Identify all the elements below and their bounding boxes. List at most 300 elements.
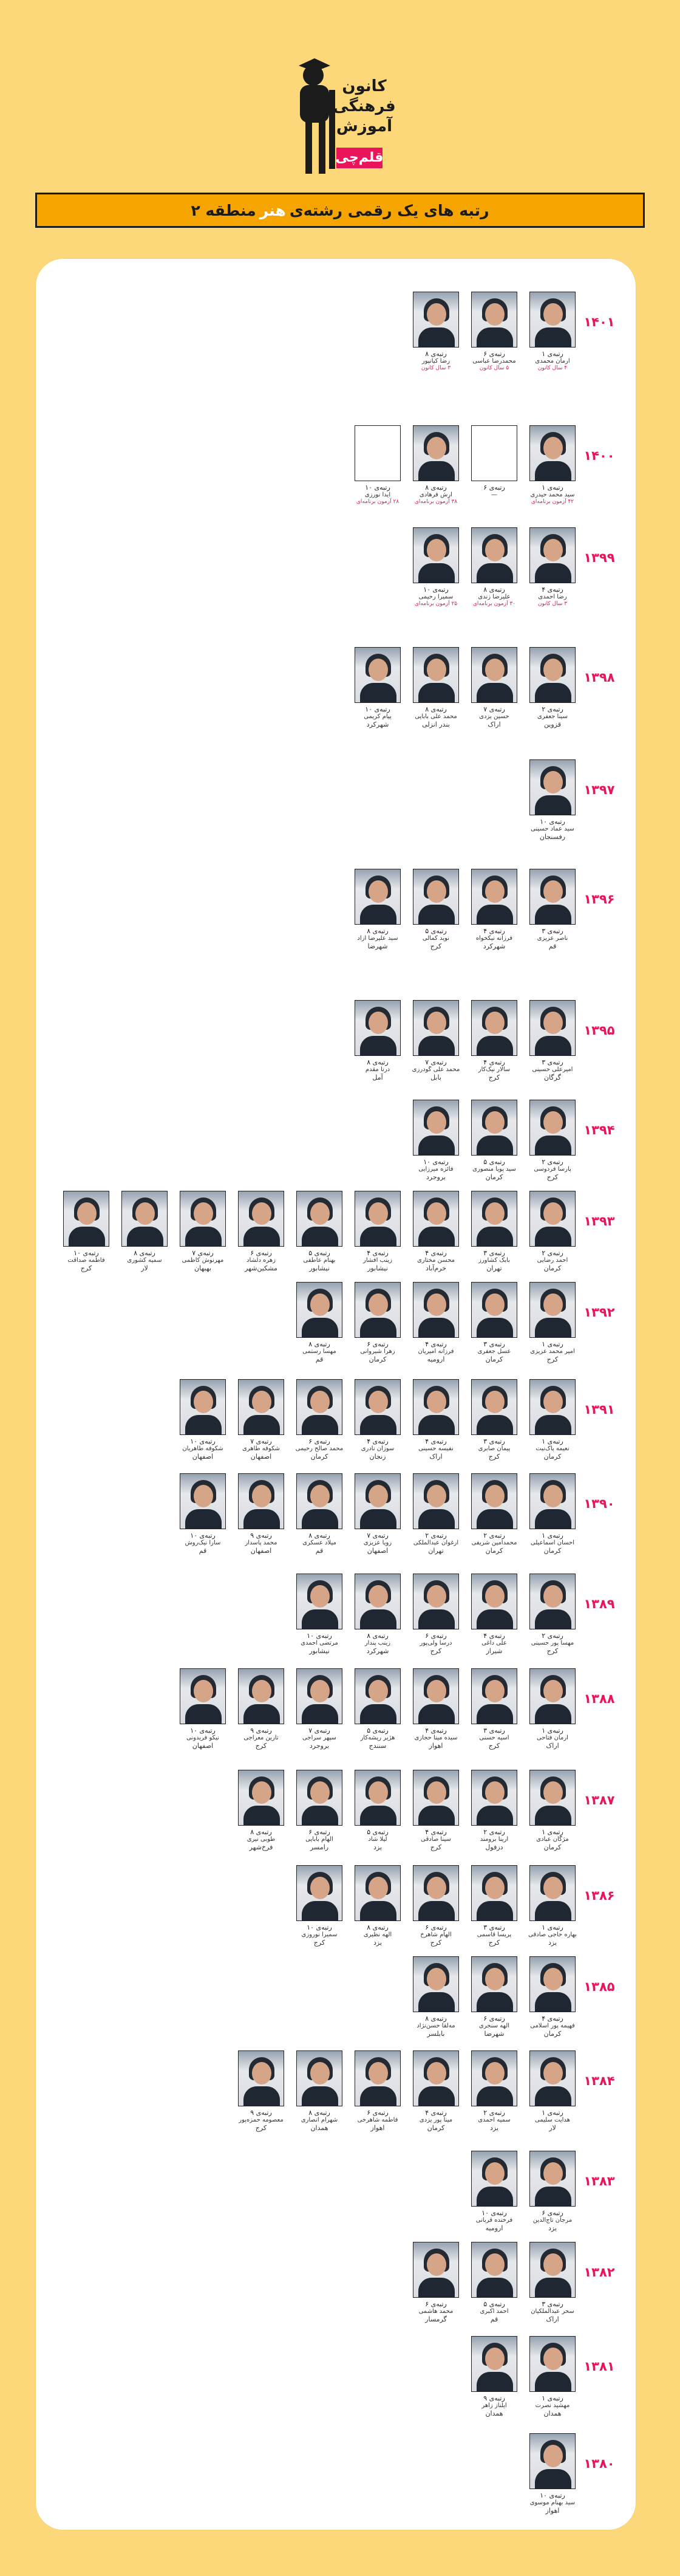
person-city: ارومیه	[485, 2224, 503, 2232]
person-rank: رتبه‌ی ۹	[483, 2394, 505, 2402]
person-city: شهرکرد	[366, 1647, 389, 1655]
portrait-head	[543, 1012, 563, 1034]
person-photo	[413, 1865, 459, 1921]
person-name: سینا جعفری	[537, 713, 568, 720]
portrait-body	[418, 2278, 455, 2298]
person-rank: رتبه‌ی ۸	[367, 1632, 389, 1640]
portrait-body	[127, 1227, 163, 1247]
person-card	[467, 1770, 521, 1852]
portrait-body	[360, 1415, 396, 1435]
portrait-body	[418, 1415, 455, 1435]
year-label: ۱۴۰۰	[583, 448, 615, 463]
portrait-body	[418, 1509, 455, 1529]
person-rank: رتبه‌ی ۱۰	[481, 2209, 507, 2217]
person-name: —	[491, 492, 497, 498]
person-rank: رتبه‌ی ۸	[483, 586, 505, 594]
portrait-body	[477, 683, 513, 703]
person-city: یزد	[373, 1939, 382, 1947]
person-card	[409, 292, 463, 374]
year-label: ۱۳۹۴	[583, 1123, 615, 1137]
person-rank: رتبه‌ی ۶	[425, 2300, 447, 2308]
portrait-head	[427, 303, 446, 326]
portrait-body	[535, 461, 571, 481]
portrait-body	[69, 1227, 105, 1247]
person-detail: ۳۸ آزمون برنامه‌ای	[414, 499, 458, 505]
person-rank: رتبه‌ی ۱۰	[190, 1532, 216, 1540]
portrait-head	[485, 539, 505, 561]
person-name: احمد اکبری	[480, 2308, 509, 2315]
year-label: ۱۴۰۱	[583, 315, 615, 329]
portrait-head	[252, 2062, 271, 2084]
person-photo	[355, 1282, 401, 1338]
portrait-body	[535, 1227, 571, 1247]
person-rank: رتبه‌ی ۱	[542, 1340, 563, 1348]
person-rank: رتبه‌ی ۶	[308, 1437, 330, 1445]
person-detail: ۲۵ آزمون برنامه‌ای	[414, 601, 458, 607]
person-photo	[180, 1379, 226, 1435]
person-name: طوبی نیری	[246, 1836, 276, 1843]
portrait-body	[535, 2372, 571, 2392]
portrait-body	[243, 1704, 280, 1724]
person-rank: رتبه‌ی ۴	[542, 2015, 563, 2023]
portrait-head	[369, 659, 388, 681]
person-photo	[238, 1668, 284, 1724]
person-city: شیراز	[486, 1647, 503, 1655]
person-card	[351, 1379, 404, 1461]
portrait-head	[543, 880, 563, 903]
portrait-body	[418, 905, 455, 925]
portrait-head	[310, 1680, 330, 1702]
person-photo	[471, 647, 517, 703]
person-photo	[529, 1100, 576, 1156]
person-rank: رتبه‌ی ۱۰	[307, 1923, 332, 1931]
person-photo	[355, 2050, 401, 2106]
person-city: بابلسر	[427, 2030, 445, 2038]
person-rank: رتبه‌ی ۵	[367, 1727, 389, 1735]
person-name: شکوفه طاهری	[242, 1445, 280, 1452]
portrait-body	[360, 1227, 396, 1247]
person-name: مهسا پور حسینی	[531, 1640, 574, 1646]
person-city: کرمان	[543, 1453, 562, 1461]
person-name: رضا کیانپور	[421, 358, 450, 365]
person-name: فائزه میرزایی	[418, 1166, 454, 1173]
person-card	[467, 1282, 521, 1364]
person-photo	[471, 1100, 517, 1156]
year-label: ۱۳۸۶	[583, 1888, 615, 1903]
person-name: آرش فرهادی	[420, 492, 452, 498]
portrait-body	[418, 1992, 455, 2012]
person-name: سیده مینا حجازی	[414, 1735, 458, 1741]
person-card	[234, 1191, 288, 1273]
person-city: اراک	[429, 1453, 443, 1461]
person-card	[467, 1000, 521, 1082]
person-rank: رتبه‌ی ۴	[425, 1340, 447, 1348]
person-card	[526, 869, 579, 951]
portrait-head	[369, 1680, 388, 1702]
person-rank: رتبه‌ی ۸	[134, 1249, 155, 1257]
portrait-body	[418, 683, 455, 703]
person-rank: رتبه‌ی ۱۰	[190, 1437, 216, 1445]
portrait-body	[535, 2187, 571, 2207]
year-label: ۱۳۹۸	[583, 670, 615, 685]
person-city: رامسر	[310, 1843, 329, 1851]
person-rank: رتبه‌ی ۴	[542, 586, 563, 594]
person-photo	[471, 527, 517, 583]
person-name: محمدرضا عباسی	[472, 358, 516, 365]
portrait-body	[535, 1318, 571, 1338]
portrait-head	[543, 1391, 563, 1413]
portrait-head	[310, 1293, 330, 1316]
portrait-body	[243, 1415, 280, 1435]
person-photo	[471, 1956, 517, 2012]
year-label: ۱۳۸۵	[583, 1979, 615, 1994]
person-name: رضا احمدی	[538, 594, 567, 600]
portrait-body	[477, 1806, 513, 1826]
portrait-head	[485, 880, 505, 903]
person-card	[526, 292, 579, 374]
person-card	[118, 1191, 171, 1273]
person-rank: رتبه‌ی ۸	[425, 350, 447, 358]
person-city: کرمان	[485, 1547, 503, 1555]
person-city: اصفهان	[250, 1547, 272, 1555]
person-city: رفسنجان	[539, 833, 566, 841]
year-label: ۱۳۸۳	[583, 2174, 615, 2188]
person-card	[234, 1668, 288, 1750]
person-rank: رتبه‌ی ۶	[367, 2109, 389, 2117]
portrait-head	[194, 1202, 213, 1225]
person-photo	[413, 869, 459, 925]
person-photo	[355, 1574, 401, 1629]
person-card	[409, 425, 463, 507]
person-card	[293, 1770, 346, 1852]
person-card	[234, 1473, 288, 1555]
portrait-body	[418, 1806, 455, 1826]
person-name: مهشید نصرت	[535, 2402, 570, 2409]
portrait-body	[302, 1318, 338, 1338]
portrait-body	[477, 2278, 513, 2298]
portrait-head	[543, 539, 563, 561]
person-city: قم	[490, 2315, 498, 2323]
person-card	[409, 527, 463, 609]
portrait-head	[427, 1293, 446, 1316]
portrait-head	[369, 1012, 388, 1034]
portrait-head	[427, 2253, 446, 2276]
portrait-body	[302, 2086, 338, 2106]
person-card	[351, 1770, 404, 1852]
person-photo	[471, 1574, 517, 1629]
person-detail: ۴ سال کانون	[537, 365, 568, 371]
portrait-head	[310, 1781, 330, 1804]
person-rank: رتبه‌ی ۴	[425, 1727, 447, 1735]
person-name: فرزانه امیریان	[418, 1348, 454, 1355]
portrait-head	[485, 1391, 505, 1413]
portrait-head	[427, 1877, 446, 1899]
person-rank: رتبه‌ی ۷	[367, 1532, 389, 1540]
person-photo	[529, 1379, 576, 1435]
logo-line4: قلم‌چی	[335, 150, 384, 165]
person-photo	[529, 2050, 576, 2106]
portrait-body	[477, 1227, 513, 1247]
person-name: مهرنوش کاظمی	[182, 1257, 224, 1264]
person-name: الهه سنجری	[478, 2023, 510, 2029]
person-city: یزد	[373, 1843, 382, 1851]
person-card	[526, 527, 579, 609]
title-highlight: هنر	[259, 201, 286, 219]
person-rank: رتبه‌ی ۷	[425, 1058, 447, 1066]
year-label: ۱۳۸۸	[583, 1691, 615, 1706]
year-label: ۱۳۹۰	[583, 1496, 615, 1511]
person-name: لیلا شاد	[368, 1836, 387, 1843]
portrait-head	[369, 1391, 388, 1413]
person-photo	[296, 1574, 342, 1629]
portrait-head	[194, 1680, 213, 1702]
person-city: کرج	[80, 1264, 92, 1272]
person-city: تهران	[486, 1264, 502, 1272]
portrait-body	[360, 1318, 396, 1338]
portrait-head	[485, 2348, 505, 2370]
person-city: کرج	[488, 1074, 500, 1081]
person-photo	[529, 2151, 576, 2207]
person-rank: رتبه‌ی ۱۰	[365, 705, 390, 713]
person-name: شکوفه طاهریان	[182, 1445, 223, 1452]
portrait-head	[543, 1877, 563, 1899]
portrait-body	[535, 1136, 571, 1156]
person-photo	[529, 292, 576, 348]
person-city: کرمان	[485, 1355, 503, 1363]
person-card	[409, 1191, 463, 1273]
portrait-body	[418, 327, 455, 348]
person-name: فهیمه پور اسلامی	[530, 2023, 575, 2029]
portrait-body	[535, 1806, 571, 1826]
person-city: لار	[141, 1264, 148, 1272]
person-city: بهبهان	[194, 1264, 211, 1272]
person-card	[176, 1668, 229, 1750]
person-photo	[238, 1770, 284, 1826]
person-rank: رتبه‌ی ۹	[250, 1727, 272, 1735]
portrait-head	[543, 1202, 563, 1225]
person-city: کرمان	[485, 1173, 503, 1181]
person-card	[526, 1956, 579, 2038]
person-photo	[355, 1770, 401, 1826]
person-rank: رتبه‌ی ۴	[483, 1632, 505, 1640]
person-card	[467, 1865, 521, 1947]
portrait-head	[543, 1585, 563, 1608]
portrait-head	[427, 1781, 446, 1804]
portrait-head	[485, 659, 505, 681]
year-label: ۱۳۹۹	[583, 550, 615, 565]
portrait-head	[427, 437, 446, 459]
portrait-head	[543, 771, 563, 793]
person-photo	[296, 1379, 342, 1435]
person-city: کرمان	[543, 1264, 562, 1272]
person-card	[351, 1191, 404, 1273]
person-photo	[180, 1191, 226, 1247]
person-rank: رتبه‌ی ۴	[367, 1437, 389, 1445]
person-name: سمیه کشوری	[127, 1257, 162, 1264]
portrait-head	[252, 1391, 271, 1413]
person-card	[234, 2050, 288, 2132]
person-card	[467, 647, 521, 729]
portrait-head	[77, 1202, 97, 1225]
person-city: کرج	[255, 1742, 267, 1750]
portrait-body	[535, 1992, 571, 2012]
person-name: سالار نیک‌کار	[478, 1066, 511, 1073]
person-rank: رتبه‌ی ۶	[250, 1249, 272, 1257]
person-card	[467, 2050, 521, 2132]
person-detail: ۵ سال کانون	[479, 365, 509, 371]
person-name: ارغوان عبدالملکی	[413, 1540, 459, 1546]
portrait-head	[427, 1111, 446, 1134]
portrait-head	[543, 2162, 563, 2185]
person-city: کرج	[430, 1647, 442, 1655]
person-name: سارا نیک‌روش	[185, 1540, 221, 1546]
portrait-body	[302, 1227, 338, 1247]
person-photo	[413, 527, 459, 583]
person-rank: رتبه‌ی ۶	[483, 350, 505, 358]
person-name: پیمان صابری	[478, 1445, 511, 1452]
person-photo	[529, 2242, 576, 2298]
portrait-head	[427, 1680, 446, 1702]
portrait-body	[360, 2086, 396, 2106]
person-card	[526, 1191, 579, 1273]
portrait-head	[485, 1968, 505, 1990]
person-name: مینا پور یزدی	[419, 2117, 453, 2123]
person-rank: رتبه‌ی ۱	[542, 350, 563, 358]
person-photo	[529, 1000, 576, 1056]
person-card	[526, 759, 579, 841]
person-photo	[529, 869, 576, 925]
portrait-head	[369, 1585, 388, 1608]
year-label: ۱۳۹۷	[583, 783, 615, 797]
person-name: نوید کمالی	[422, 935, 450, 942]
person-photo	[413, 1668, 459, 1724]
person-photo	[355, 1865, 401, 1921]
person-name: سمیه احمدی	[478, 2117, 511, 2123]
person-photo	[529, 1865, 576, 1921]
person-photo	[471, 1000, 517, 1056]
person-name: محمدامین شریفی	[471, 1540, 517, 1546]
person-name: الهه نظیری	[363, 1931, 392, 1938]
person-city: کرج	[255, 2124, 267, 2132]
portrait-body	[535, 1704, 571, 1724]
portrait-body	[535, 905, 571, 925]
person-card	[409, 1473, 463, 1555]
portrait-head	[543, 437, 563, 459]
person-photo	[296, 1282, 342, 1338]
person-card	[176, 1379, 229, 1461]
person-card	[293, 1473, 346, 1555]
person-name: پیام کریمی	[364, 713, 392, 720]
person-name: محمد صالح رحیمی	[295, 1445, 344, 1452]
person-city: خرم‌آباد	[425, 1264, 447, 1272]
person-photo	[238, 2050, 284, 2106]
person-city: کرمان	[310, 1453, 328, 1461]
person-rank: رتبه‌ی ۴	[367, 1249, 389, 1257]
person-name: علیرضا زندی	[478, 594, 511, 600]
portrait-head	[310, 1877, 330, 1899]
person-city: قم	[315, 1355, 324, 1363]
person-name: درسا ولی‌پور	[420, 1640, 452, 1646]
person-card	[351, 1668, 404, 1750]
portrait-body	[477, 327, 513, 348]
portrait-body	[243, 1806, 280, 1826]
person-rank: رتبه‌ی ۱	[542, 1727, 563, 1735]
person-city: بروجرد	[309, 1742, 330, 1750]
person-rank: رتبه‌ی ۶	[483, 2015, 505, 2023]
person-city: قم	[548, 942, 557, 950]
person-photo	[355, 1473, 401, 1529]
person-photo	[296, 1473, 342, 1529]
year-label: ۱۳۹۱	[583, 1402, 615, 1417]
person-city: شهرکرد	[483, 942, 506, 950]
portrait-body	[535, 1036, 571, 1056]
person-rank: رتبه‌ی ۱	[542, 1828, 563, 1836]
person-photo	[355, 425, 401, 481]
person-card	[526, 2433, 579, 2515]
person-card	[526, 1282, 579, 1364]
person-photo	[296, 1865, 342, 1921]
person-card	[526, 647, 579, 729]
person-name: فاطمه شاهرخی	[357, 2117, 398, 2123]
person-card	[467, 1574, 521, 1656]
person-name: پریسا قاسمی	[477, 1931, 512, 1938]
logo-line2: فرهنگی	[333, 97, 396, 115]
person-rank: رتبه‌ی ۴	[425, 1249, 447, 1257]
person-card	[293, 1865, 346, 1947]
person-rank: رتبه‌ی ۴	[425, 2109, 447, 2117]
portrait-head	[485, 1585, 505, 1608]
person-card	[526, 2151, 579, 2233]
person-card	[351, 2050, 404, 2132]
person-name: الهام بابایی	[305, 1836, 333, 1843]
person-card	[409, 1865, 463, 1947]
person-photo	[413, 1100, 459, 1156]
person-photo	[355, 1379, 401, 1435]
person-city: اصفهان	[192, 1453, 214, 1461]
person-city: بروجرد	[426, 1173, 446, 1181]
person-rank: رتبه‌ی ۳	[483, 1249, 505, 1257]
person-name: سمیرا رحیمی	[418, 594, 454, 600]
title-suffix: منطقه ۲	[191, 201, 256, 219]
person-photo	[355, 869, 401, 925]
person-name: ناصر عزیزی	[537, 935, 568, 942]
person-name: آسیه حسنی	[479, 1735, 509, 1741]
person-rank: رتبه‌ی ۶	[367, 1340, 389, 1348]
portrait-head	[543, 1781, 563, 1804]
portrait-body	[418, 1227, 455, 1247]
person-name: ایلناز زاهر	[481, 2402, 507, 2409]
person-name: زهره دلشاد	[246, 1257, 276, 1264]
person-city: کرج	[430, 1939, 442, 1947]
portrait-body	[477, 1415, 513, 1435]
person-rank: رتبه‌ی ۳	[542, 2300, 563, 2308]
person-card	[409, 1282, 463, 1364]
person-city: سنندج	[369, 1742, 387, 1750]
person-city: شهرکرد	[366, 721, 389, 728]
person-city: کرج	[430, 1843, 442, 1851]
person-card	[176, 1191, 229, 1273]
person-card	[409, 1770, 463, 1852]
person-name: احمد رضایی	[537, 1257, 568, 1264]
portrait-body	[360, 1806, 396, 1826]
person-name: تارین معراجی	[243, 1735, 279, 1741]
person-card	[59, 1191, 113, 1273]
person-city: کرج	[546, 1647, 559, 1655]
person-photo	[63, 1191, 109, 1247]
portrait-body	[243, 1509, 280, 1529]
person-photo	[471, 1668, 517, 1724]
person-rank: رتبه‌ی ۷	[483, 705, 505, 713]
